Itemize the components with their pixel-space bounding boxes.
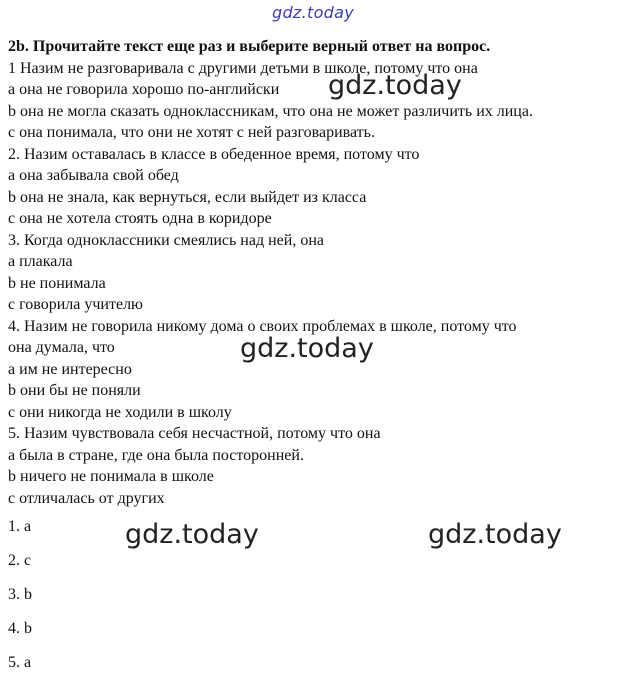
- watermark: gdz.today: [125, 519, 259, 550]
- text-line: 2. Назим оставалась в классе в обеденное время, потому что: [8, 145, 420, 163]
- text-line: а она забывала свой обед: [8, 167, 179, 184]
- text-line: b ничего не понимала в школе: [8, 468, 214, 485]
- text-line: 3. Когда одноклассники смеялись над ней, она: [8, 231, 324, 249]
- answer-item: 1. a: [8, 518, 32, 535]
- document-body: [8, 36, 626, 509]
- text-line: с говорила учителю: [8, 296, 143, 313]
- text-line: с они никогда не ходили в школу: [8, 403, 232, 421]
- text-line: она думала, что: [8, 339, 115, 356]
- watermark: gdz.today: [328, 70, 462, 101]
- watermark-top: gdz.today: [272, 3, 354, 22]
- text-line: b не понимала: [8, 274, 106, 292]
- text-line: 1 Назим не разговаривала с другими детьми в школе, потому что она: [8, 59, 478, 77]
- text-line: с отличалась от других: [8, 489, 165, 507]
- text-line: 4. Назим не говорила никому дома о своих проблемах в школе, потому что: [8, 317, 517, 335]
- text-line: 5. Назим чувствовала себя несчастной, потому что она: [8, 425, 381, 442]
- answer-item: 2. c: [8, 552, 32, 569]
- text-line: b они бы не поняли: [8, 382, 141, 399]
- watermark: gdz.today: [240, 333, 374, 364]
- answer-item: 4. b: [8, 620, 32, 637]
- text-line: с она не хотела стоять одна в коридоре: [8, 210, 272, 227]
- text-line: с она понимала, что они не хотят с ней разговаривать.: [8, 124, 375, 141]
- watermark: gdz.today: [428, 519, 562, 550]
- text-line: а она не говорила хорошо по-английски: [8, 81, 280, 98]
- text-line: b она не могла сказать одноклассникам, что она не может различить их лица.: [8, 102, 533, 120]
- exercise-title: 2b. Прочитайте текст еще раз и выберите верный ответ на вопрос.: [8, 38, 491, 55]
- answer-item: 5. a: [8, 654, 32, 671]
- text-line: b она не знала, как вернуться, если выйдет из класса: [8, 188, 367, 206]
- answer-list: [8, 519, 32, 689]
- answer-item: 3. b: [8, 586, 32, 603]
- text-line: а была в стране, где она была посторонней.: [8, 446, 304, 464]
- text-line: а плакала: [8, 253, 73, 270]
- text-line: а им не интересно: [8, 360, 132, 378]
